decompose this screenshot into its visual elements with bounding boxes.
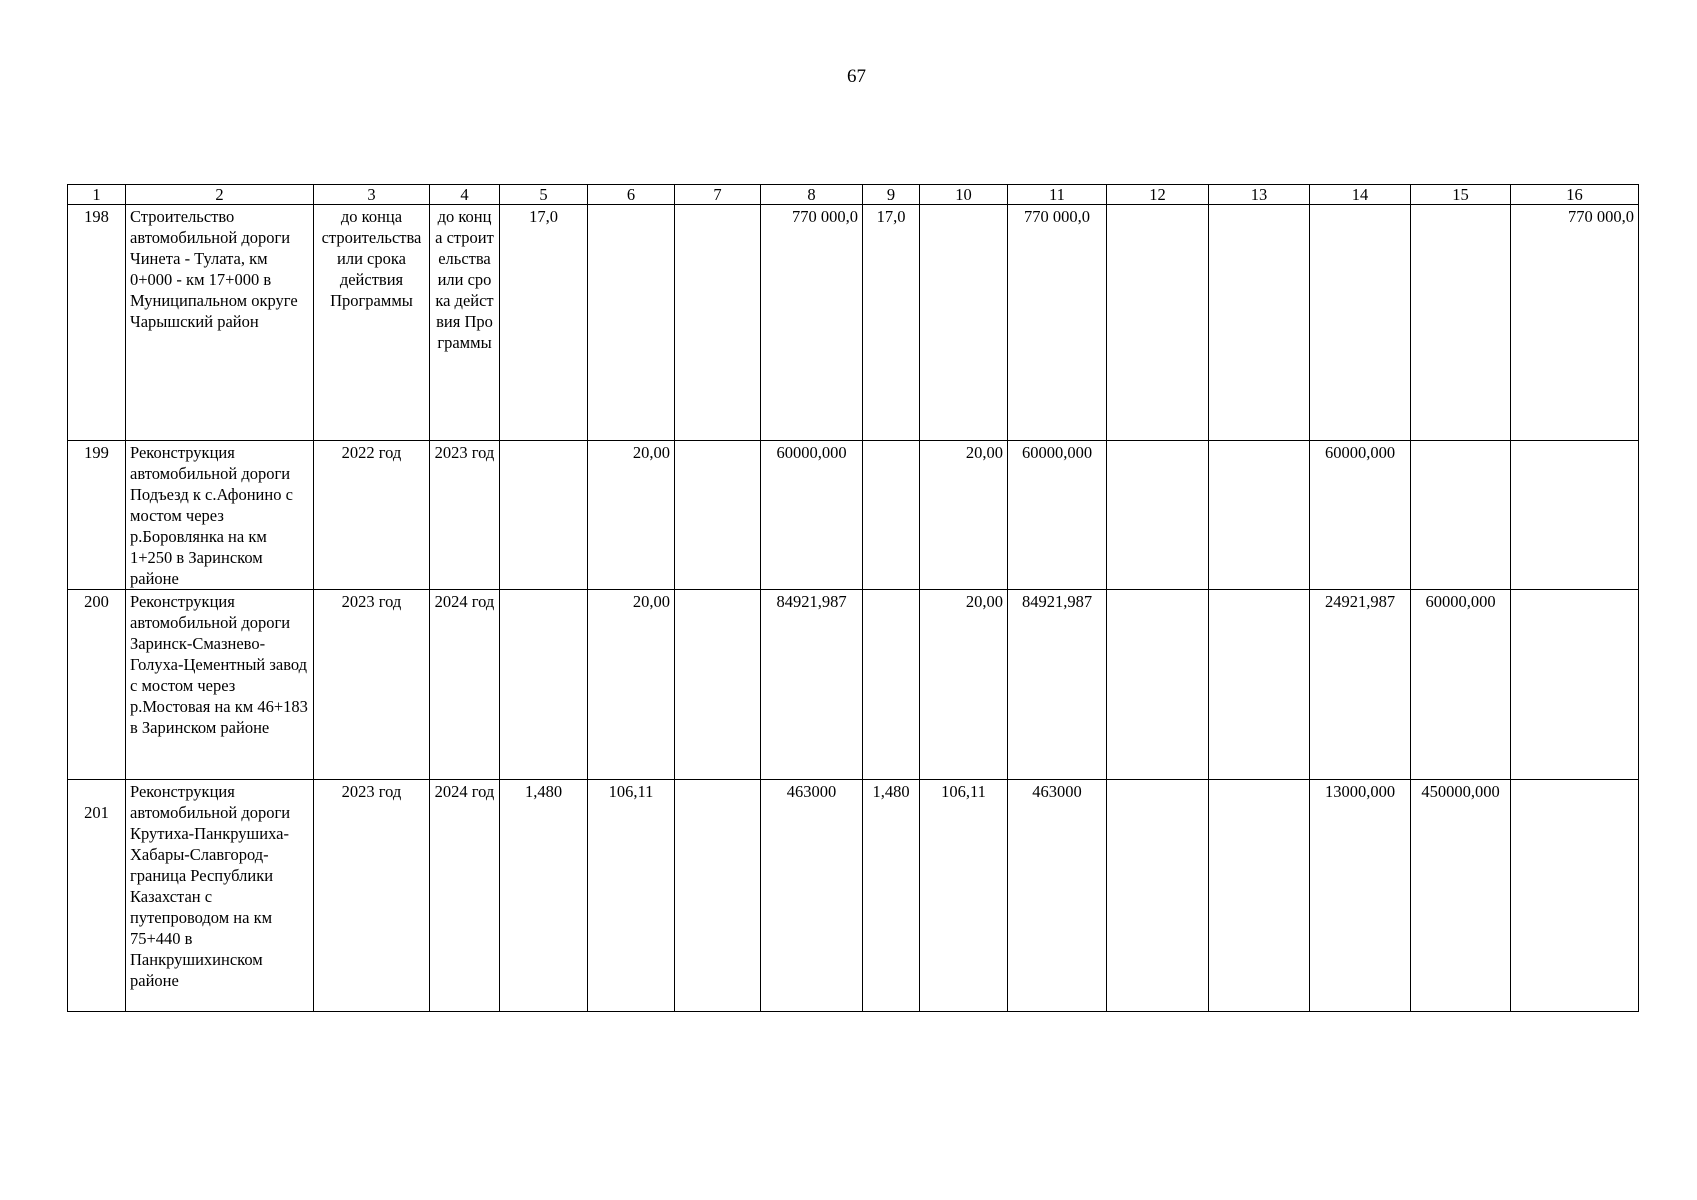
cell-c12 [1107,590,1209,780]
cell-c7 [675,780,761,1012]
cell-c16 [1511,441,1639,590]
object-name: Реконструкция автомобильной дороги Заринск-Смазнево-Голуха-Цементный завод с мостом через р.Мостовая на км 46+183 в Заринском районе [126,590,314,780]
end-period: 2023 год [430,441,500,590]
cell-c6: 106,11 [588,780,675,1012]
cell-c9: 17,0 [863,205,920,441]
row-number: 198 [68,205,126,441]
column-header: 6 [588,185,675,205]
end-period: 2024 год [430,780,500,1012]
cell-c7 [675,441,761,590]
column-header: 7 [675,185,761,205]
cell-c6: 20,00 [588,441,675,590]
program-table [67,184,1639,1012]
row-number: 200 [68,590,126,780]
column-header: 1 [68,185,126,205]
start-period: 2023 год [314,780,430,1012]
table-row [68,590,1639,780]
cell-c15: 450000,000 [1411,780,1511,1012]
cell-c10: 20,00 [920,441,1008,590]
cell-c7 [675,205,761,441]
table-row [68,780,1639,1012]
cell-c5 [500,590,588,780]
cell-c8: 60000,000 [761,441,863,590]
cell-c16 [1511,780,1639,1012]
cell-c15 [1411,205,1511,441]
cell-c5: 17,0 [500,205,588,441]
cell-c9 [863,441,920,590]
column-header: 11 [1008,185,1107,205]
table-row [68,441,1639,590]
column-header: 10 [920,185,1008,205]
cell-c13 [1209,205,1310,441]
row-number: 201 [68,780,126,1012]
cell-c16 [1511,590,1639,780]
column-header: 2 [126,185,314,205]
cell-c5 [500,441,588,590]
table-row [68,205,1639,441]
object-name: Реконструкция автомобильной дороги Подъезд к с.Афонино с мостом через р.Боровлянка на км 1+250 в Заринском районе [126,441,314,590]
cell-c6 [588,205,675,441]
page-number: 67 [847,66,866,87]
cell-c14 [1310,205,1411,441]
cell-c13 [1209,590,1310,780]
cell-c11: 60000,000 [1008,441,1107,590]
column-header: 13 [1209,185,1310,205]
cell-c5: 1,480 [500,780,588,1012]
cell-c7 [675,590,761,780]
cell-c10 [920,205,1008,441]
header-row [68,185,1639,205]
cell-c10: 106,11 [920,780,1008,1012]
column-header: 8 [761,185,863,205]
column-header: 9 [863,185,920,205]
start-period: до конца строительства или срока действия Программы [314,205,430,441]
cell-c8: 463000 [761,780,863,1012]
cell-c15: 60000,000 [1411,590,1511,780]
row-number: 199 [68,441,126,590]
cell-c16: 770 000,0 [1511,205,1639,441]
cell-c9 [863,590,920,780]
column-header: 14 [1310,185,1411,205]
cell-c10: 20,00 [920,590,1008,780]
column-header: 16 [1511,185,1639,205]
cell-c11: 84921,987 [1008,590,1107,780]
cell-c14: 60000,000 [1310,441,1411,590]
cell-c9: 1,480 [863,780,920,1012]
cell-c12 [1107,205,1209,441]
cell-c8: 84921,987 [761,590,863,780]
column-header: 4 [430,185,500,205]
end-period: 2024 год [430,590,500,780]
cell-c14: 24921,987 [1310,590,1411,780]
cell-c15 [1411,441,1511,590]
cell-c8: 770 000,0 [761,205,863,441]
column-header: 12 [1107,185,1209,205]
end-period: до конца строительства или срока действия Программы [430,205,500,441]
column-header: 15 [1411,185,1511,205]
cell-c12 [1107,780,1209,1012]
start-period: 2023 год [314,590,430,780]
column-header: 3 [314,185,430,205]
cell-c12 [1107,441,1209,590]
start-period: 2022 год [314,441,430,590]
object-name: Строительство автомобильной дороги Чинета - Тулата, км 0+000 - км 17+000 в Муниципальном округе Чарышский район [126,205,314,441]
column-header: 5 [500,185,588,205]
cell-c13 [1209,441,1310,590]
object-name: Реконструкция автомобильной дороги Крутиха-Панкрушиха-Хабары-Славгород-граница Республики Казахстан с путепроводом на км 75+440 в Панкрушихинском районе [126,780,314,1012]
cell-c11: 463000 [1008,780,1107,1012]
cell-c14: 13000,000 [1310,780,1411,1012]
cell-c6: 20,00 [588,590,675,780]
cell-c13 [1209,780,1310,1012]
cell-c11: 770 000,0 [1008,205,1107,441]
